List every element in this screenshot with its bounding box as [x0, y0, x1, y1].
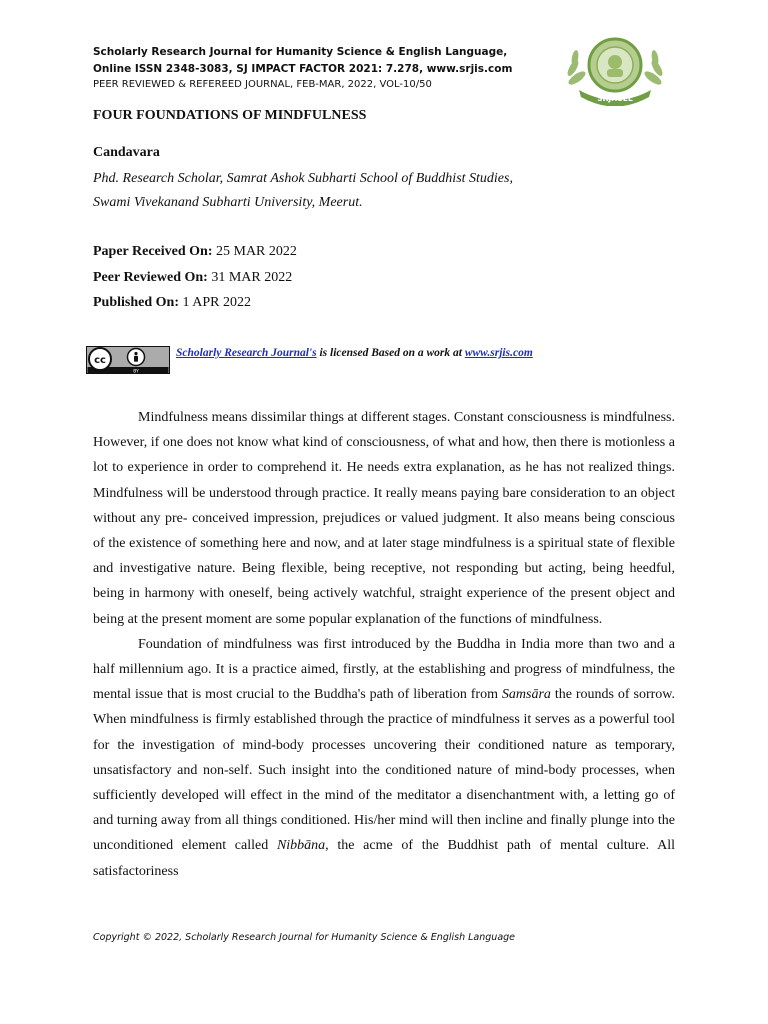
cc-by-badge[interactable]	[86, 346, 170, 374]
paragraph-2-part-c: , the acme of the Buddhist path of mental culture. All satisfactoriness	[93, 838, 675, 879]
license-statement	[176, 346, 533, 360]
by-person-icon	[128, 349, 145, 366]
published-value: 1 APR 2022	[182, 295, 251, 310]
term-samsara: Samsāra	[501, 687, 551, 703]
paragraph-1: Mindfulness means dissimilar things at different stages. Constant consciousness is mindfulness. However, if one does not know what kind of consciousness, of what and how, then there is motionless a lot to experience in order to comprehend it. He needs extra explanation, as he has not realized things. Mindfulness will be understood through practice. It really means paying bare consideration to an object without any pre- conceived impression, prejudices or valued judgment. It also means being conscious of the existence of something here and now, and at later stage mindfulness is a spiritual state of flexible and investigative nature. Being flexible, being receptive, not responding but acting, being heedful, being in harmony with oneself, being actively watchful, straight experience of the present object and being at the present moment are some popular explanation of the functions of mindfulness.	[93, 410, 675, 627]
journal-header	[93, 44, 533, 92]
journal-volume-line: PEER REVIEWED & REFEREED JOURNAL, FEB-MAR, 2022, VOL-10/50	[93, 79, 432, 90]
reviewed-value: 31 MAR 2022	[211, 270, 293, 285]
article-body	[93, 405, 675, 884]
term-nibbana: Nibbāna	[276, 838, 326, 854]
article-title: FOUR FOUNDATIONS OF MINDFULNESS	[93, 108, 367, 123]
journal-link[interactable]: Scholarly Research Journal's	[176, 347, 317, 359]
license-middle-text: is licensed Based on a work at	[316, 347, 465, 359]
reviewed-label: Peer Reviewed On:	[93, 270, 208, 285]
journal-issn-line: Online ISSN 2348-3083, SJ IMPACT FACTOR 2021: 7.278, www.srjis.com	[93, 63, 513, 75]
copyright-footer: Copyright © 2022, Scholarly Research Journal for Humanity Science & English Language	[93, 932, 516, 943]
published-label: Published On:	[93, 295, 179, 310]
license-row	[86, 346, 533, 374]
received-date-row	[93, 244, 297, 260]
paragraph-2	[93, 632, 675, 884]
cc-icon	[89, 348, 111, 370]
srjis-url-link[interactable]: www.srjis.com	[464, 347, 533, 359]
author-name: Candavara	[93, 145, 160, 160]
logo-lettering: SRJHSEL	[597, 94, 633, 103]
author-affiliation-line-1: Phd. Research Scholar, Samrat Ashok Subharti School of Buddhist Studies,	[93, 171, 513, 186]
received-label: Paper Received On:	[93, 244, 213, 259]
journal-logo	[563, 34, 667, 106]
published-date-row	[93, 295, 251, 311]
by-label: BY	[133, 369, 139, 374]
svg-text:cc: cc	[94, 355, 106, 366]
received-value: 25 MAR 2022	[216, 244, 297, 259]
reviewed-date-row	[93, 270, 292, 286]
author-affiliation-line-2: Swami Vivekanand Subharti University, Meerut.	[93, 195, 363, 210]
journal-name-line: Scholarly Research Journal for Humanity Science & English Language,	[93, 46, 508, 58]
paragraph-2-part-b: the rounds of sorrow. When mindfulness is firmly established through the practice of mindfulness it serves as a powerful tool for the investigation of mind-body processes uncovering their conditioned nature as temporary, unsatisfactory and non-self. Such insight into the conditioned nature of mind-body processes, when sufficiently developed will effect in the mind of the meditator a disenchantment with, a letting go of and turning away from all things conditioned. His/her mind will then incline and finally plunge into the unconditioned element called	[93, 687, 675, 854]
paragraph-2-part-a: Foundation of mindfulness was first introduced by the Buddha in India more than two and a half millennium ago. It is a practice aimed, firstly, at the establishing and progress of mindfulness, the mental issue that is most crucial to the Buddha's path of liberation from	[93, 636, 675, 703]
